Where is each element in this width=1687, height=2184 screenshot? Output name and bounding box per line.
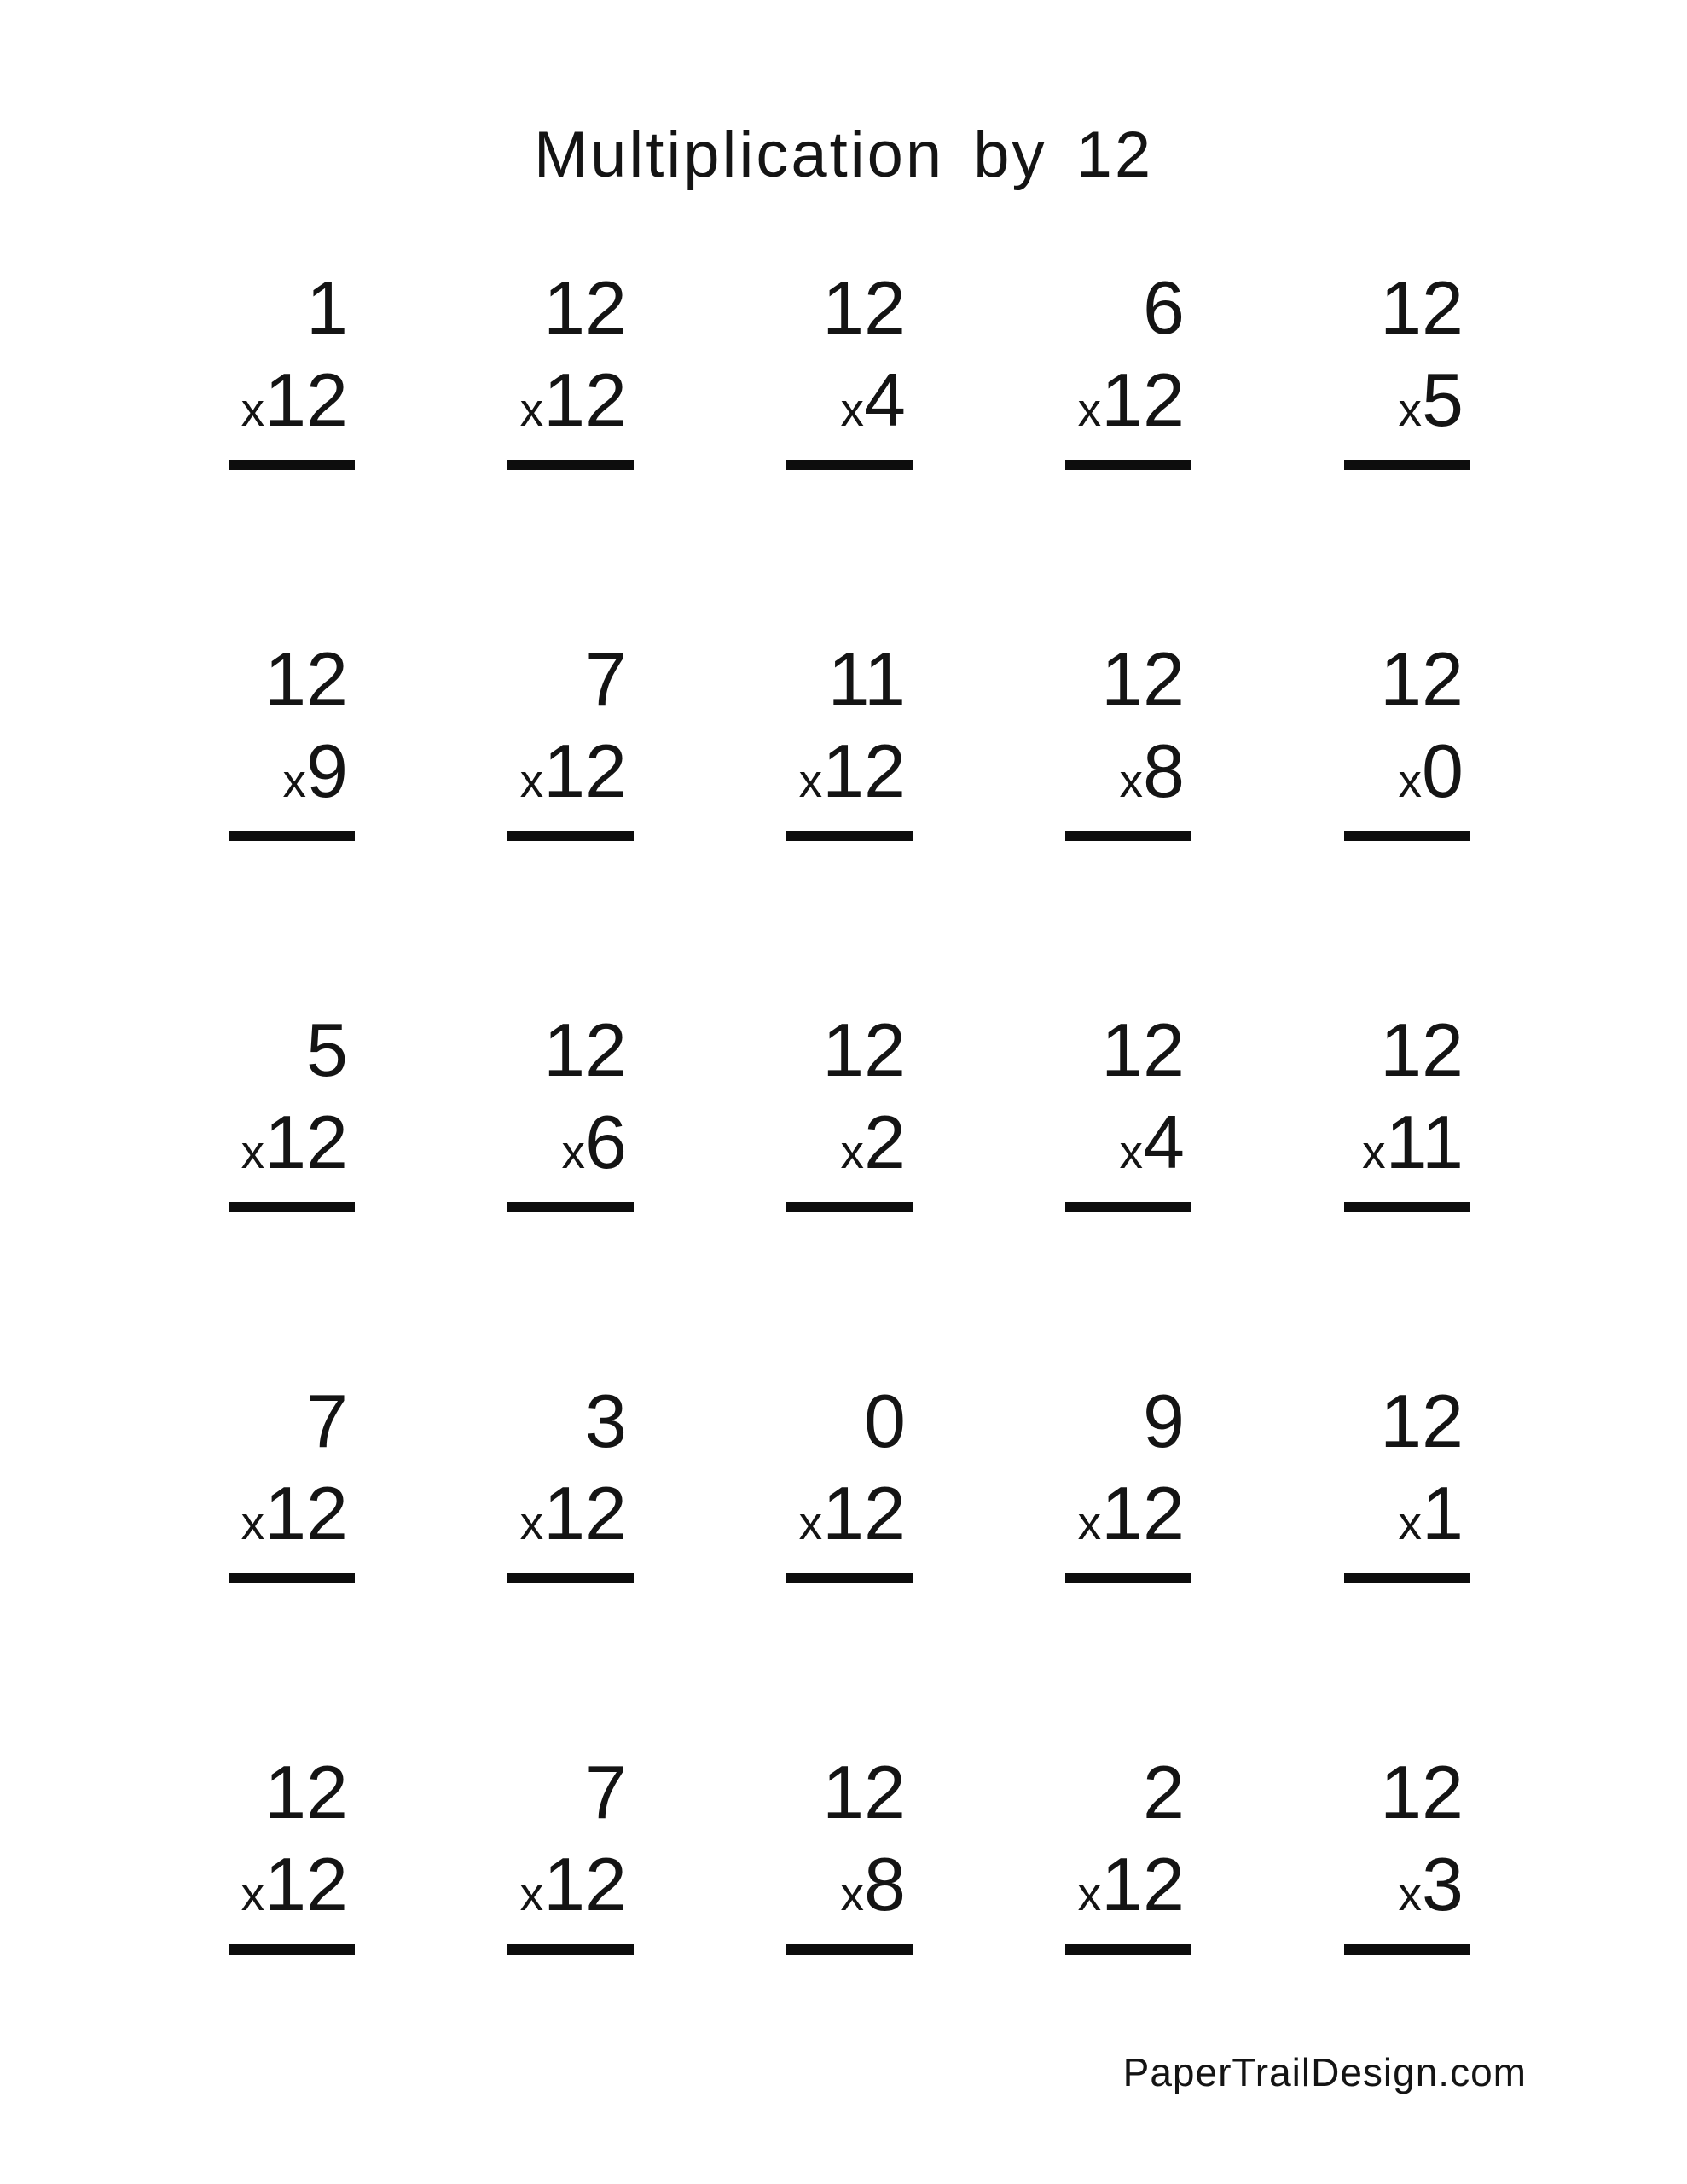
multiplier-row	[1398, 729, 1464, 817]
multiplicand: 1	[306, 265, 348, 350]
multiplier: 3	[1422, 1842, 1464, 1926]
answer-line	[1344, 831, 1470, 841]
multiply-sign: x	[519, 383, 544, 436]
answer-line	[1065, 1202, 1191, 1212]
multiplicand: 12	[1380, 636, 1464, 721]
problem-cell	[627, 1008, 906, 1212]
answer-line	[1344, 1944, 1470, 1955]
problem-cell	[348, 1750, 627, 1955]
multiplier: 12	[822, 1471, 906, 1555]
multiply-sign: x	[840, 1125, 865, 1178]
problem-cell	[348, 1379, 627, 1583]
multiplicand: 12	[543, 1008, 627, 1092]
multiplicand: 7	[585, 1750, 627, 1834]
multiplier-row	[519, 729, 627, 817]
multiplier-row	[241, 1471, 348, 1560]
multiply-sign: x	[1398, 1867, 1423, 1920]
multiplicand: 12	[1380, 1750, 1464, 1834]
multiplier: 6	[585, 1100, 627, 1184]
multiplier: 12	[1101, 1842, 1185, 1926]
multiply-sign: x	[519, 1496, 544, 1549]
multiplicand: 12	[1380, 1008, 1464, 1092]
answer-line	[229, 1944, 355, 1955]
multiplicand: 0	[864, 1379, 906, 1463]
multiplier-row	[241, 1842, 348, 1931]
problem-cell	[906, 636, 1185, 841]
multiplier-row	[798, 1471, 906, 1560]
multiplicand: 12	[822, 1750, 906, 1834]
multiply-sign: x	[282, 754, 307, 807]
multiply-sign: x	[1077, 383, 1102, 436]
multiplicand: 3	[585, 1379, 627, 1463]
multiplier-row	[241, 357, 348, 446]
problem-cell	[906, 265, 1185, 470]
multiplier-row	[1077, 1471, 1185, 1560]
multiplier: 12	[822, 729, 906, 813]
multiplicand: 7	[306, 1379, 348, 1463]
multiply-sign: x	[241, 1496, 265, 1549]
multiplier: 12	[543, 357, 627, 442]
multiplier-row	[282, 729, 348, 817]
multiplier: 2	[864, 1100, 906, 1184]
multiplier: 12	[1101, 357, 1185, 442]
multiplicand: 12	[543, 265, 627, 350]
multiplicand: 12	[822, 265, 906, 350]
problem-cell	[348, 1008, 627, 1212]
answer-line	[507, 460, 634, 470]
multiplier: 8	[1143, 729, 1185, 813]
multiply-sign: x	[1077, 1496, 1102, 1549]
answer-line	[229, 1202, 355, 1212]
answer-line	[1344, 460, 1470, 470]
multiplier: 12	[264, 1471, 348, 1555]
multiply-sign: x	[241, 1125, 265, 1178]
problem-cell	[348, 265, 627, 470]
worksheet-title: Multiplication by 12	[533, 119, 1154, 191]
multiplier: 5	[1422, 357, 1464, 442]
multiplier: 9	[306, 729, 348, 813]
problem-cell	[906, 1379, 1185, 1583]
answer-line	[1344, 1573, 1470, 1583]
answer-line	[786, 1202, 913, 1212]
answer-line	[786, 1573, 913, 1583]
problem-cell	[627, 1379, 906, 1583]
multiply-sign: x	[1119, 754, 1144, 807]
multiplier: 11	[1385, 1100, 1464, 1184]
multiplier-row	[840, 1842, 906, 1931]
multiplier: 12	[543, 1842, 627, 1926]
multiply-sign: x	[840, 1867, 865, 1920]
multiplier: 0	[1422, 729, 1464, 813]
footer-credit: PaperTrailDesign.com	[1122, 2050, 1527, 2094]
answer-line	[1065, 831, 1191, 841]
multiplier: 4	[864, 357, 906, 442]
multiplicand: 12	[1101, 636, 1185, 721]
multiplier-row	[1398, 357, 1464, 446]
problem-cell	[627, 265, 906, 470]
answer-line	[786, 460, 913, 470]
problems-grid	[69, 265, 1464, 1955]
multiplier: 4	[1143, 1100, 1185, 1184]
multiplier: 12	[543, 729, 627, 813]
answer-line	[229, 1573, 355, 1583]
multiplier-row	[798, 729, 906, 817]
multiply-sign: x	[519, 754, 544, 807]
multiply-sign: x	[241, 383, 265, 436]
problem-cell	[906, 1008, 1185, 1212]
answer-line	[507, 1573, 634, 1583]
problem-cell	[627, 636, 906, 841]
problem-cell	[1185, 636, 1464, 841]
multiplier-row	[561, 1100, 627, 1188]
multiplicand: 7	[585, 636, 627, 721]
multiplier: 12	[264, 1100, 348, 1184]
answer-line	[1065, 1573, 1191, 1583]
multiply-sign: x	[798, 1496, 823, 1549]
multiplier-row	[1362, 1100, 1464, 1188]
multiplicand: 2	[1143, 1750, 1185, 1834]
multiplier-row	[840, 357, 906, 446]
multiply-sign: x	[1398, 1496, 1423, 1549]
answer-line	[507, 1202, 634, 1212]
multiplicand: 11	[827, 636, 906, 721]
answer-line	[1065, 460, 1191, 470]
multiply-sign: x	[561, 1125, 586, 1178]
multiplicand: 12	[822, 1008, 906, 1092]
problem-cell	[348, 636, 627, 841]
multiplier-row	[519, 1471, 627, 1560]
problem-cell	[69, 1008, 348, 1212]
multiply-sign: x	[241, 1867, 265, 1920]
multiplier: 8	[864, 1842, 906, 1926]
multiplier-row	[1119, 729, 1185, 817]
multiplier-row	[519, 1842, 627, 1931]
multiply-sign: x	[1362, 1125, 1386, 1178]
problem-cell	[69, 265, 348, 470]
multiplicand: 12	[1380, 265, 1464, 350]
answer-line	[1065, 1944, 1191, 1955]
multiplier-row	[1077, 1842, 1185, 1931]
problem-cell	[627, 1750, 906, 1955]
problem-cell	[69, 1379, 348, 1583]
multiply-sign: x	[1398, 754, 1423, 807]
multiply-sign: x	[840, 383, 865, 436]
multiplier-row	[241, 1100, 348, 1188]
multiplier: 12	[1101, 1471, 1185, 1555]
multiplier-row	[519, 357, 627, 446]
multiplicand: 6	[1143, 265, 1185, 350]
multiplicand: 12	[264, 636, 348, 721]
problem-cell	[1185, 265, 1464, 470]
multiplicand: 12	[264, 1750, 348, 1834]
problem-cell	[1185, 1379, 1464, 1583]
multiplier-row	[840, 1100, 906, 1188]
multiply-sign: x	[798, 754, 823, 807]
multiplier-row	[1398, 1471, 1464, 1560]
multiplier-row	[1119, 1100, 1185, 1188]
answer-line	[229, 831, 355, 841]
answer-line	[229, 460, 355, 470]
multiplicand: 9	[1143, 1379, 1185, 1463]
multiplier-row	[1398, 1842, 1464, 1931]
multiply-sign: x	[1398, 383, 1423, 436]
multiplicand: 12	[1380, 1379, 1464, 1463]
multiplier: 12	[264, 1842, 348, 1926]
answer-line	[507, 831, 634, 841]
multiply-sign: x	[1077, 1867, 1102, 1920]
multiplier: 12	[264, 357, 348, 442]
multiplicand: 5	[306, 1008, 348, 1092]
problem-cell	[69, 636, 348, 841]
multiplier-row	[1077, 357, 1185, 446]
multiplier: 12	[543, 1471, 627, 1555]
answer-line	[1344, 1202, 1470, 1212]
answer-line	[507, 1944, 634, 1955]
problem-cell	[1185, 1750, 1464, 1955]
problem-cell	[906, 1750, 1185, 1955]
multiply-sign: x	[519, 1867, 544, 1920]
answer-line	[786, 1944, 913, 1955]
problem-cell	[1185, 1008, 1464, 1212]
problem-cell	[69, 1750, 348, 1955]
multiplier: 1	[1422, 1471, 1464, 1555]
answer-line	[786, 831, 913, 841]
multiply-sign: x	[1119, 1125, 1144, 1178]
multiplicand: 12	[1101, 1008, 1185, 1092]
